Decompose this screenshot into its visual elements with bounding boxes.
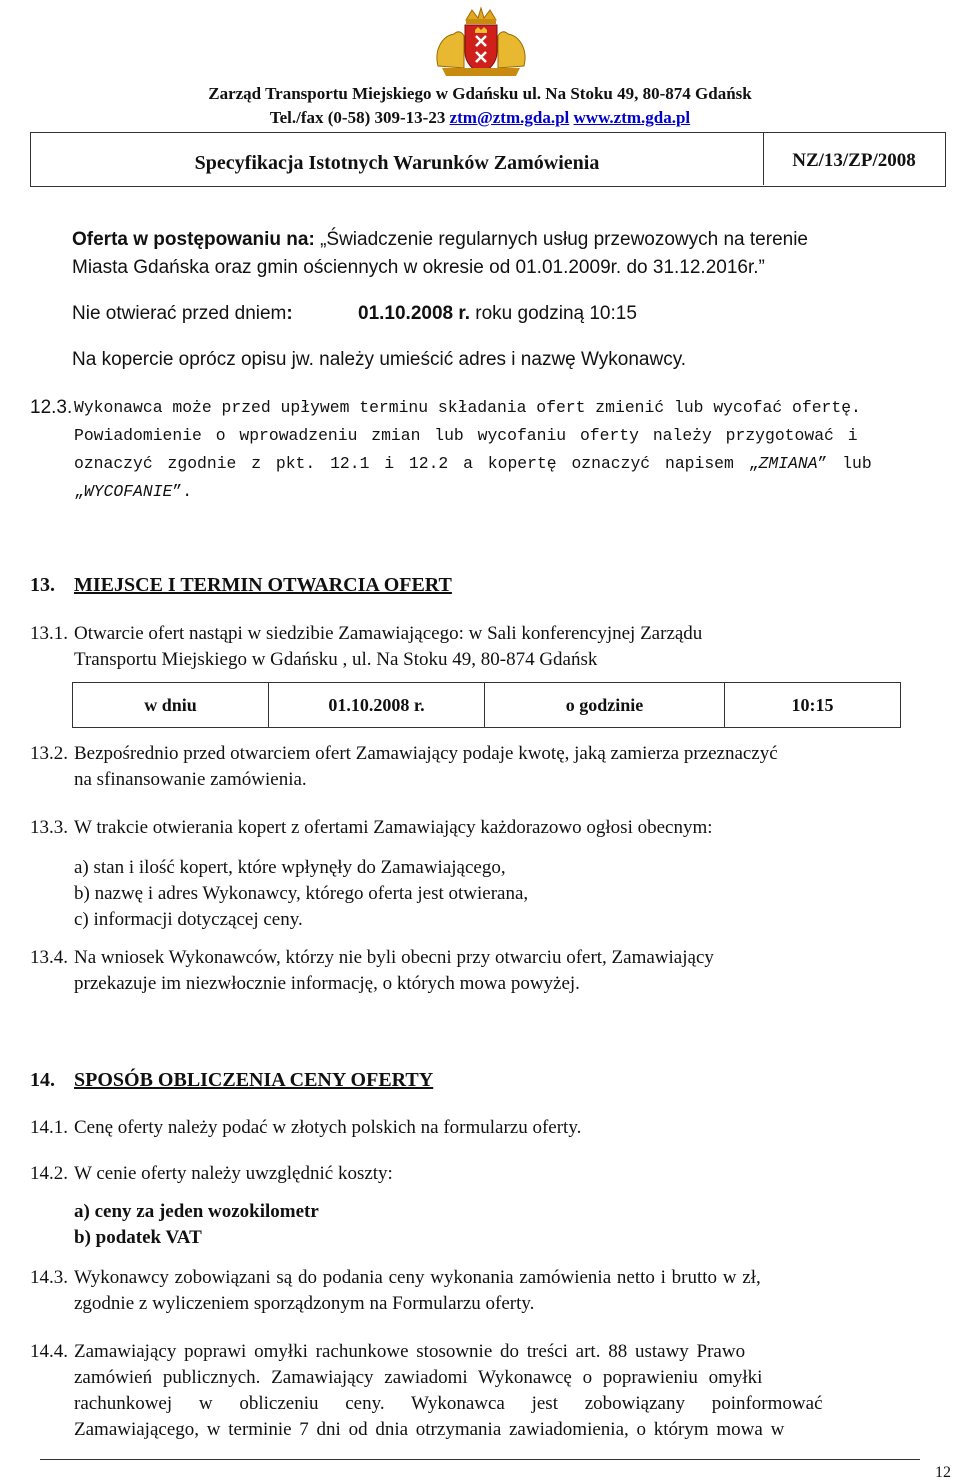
- document-title: Specyfikacja Istotnych Warunków Zamówienia: [31, 133, 764, 185]
- email-link[interactable]: ztm@ztm.gda.pl: [449, 108, 570, 127]
- document-reference: NZ/13/ZP/2008: [792, 150, 916, 171]
- section-14-1-line-1: Cenę oferty należy podać w złotych polskich na formularzu oferty.: [74, 1117, 582, 1138]
- section-13-1-line-2: Transportu Miejskiego w Gdańsku , ul. Na Stoku 49, 80-874 Gdańsk: [74, 649, 598, 670]
- section-13-3-item-c: c) informacji dotyczącej ceny.: [74, 909, 303, 930]
- header-phone: Tel./fax (0-58) 309-13-23: [269, 108, 450, 127]
- header-contact: [0, 106, 960, 130]
- offer-subject-2: Miasta Gdańska oraz gmin ościennych w okresie od 01.01.2009r. do 31.12.2016r.”: [72, 257, 765, 278]
- offer-subject-1: „Świadczenie regularnych usług przewozowych na terenie: [320, 229, 809, 250]
- open-time: roku godziną 10:15: [470, 303, 637, 324]
- section-13-2-line-2: na sfinansowanie zamówienia.: [74, 769, 307, 790]
- section-13-3-item-b: b) nazwę i adres Wykonawcy, którego oferta jest otwierana,: [74, 883, 529, 904]
- section-13-2-line-1: Bezpośrednio przed otwarciem ofert Zamawiający podaje kwotę, jaką zamierza przeznaczyć: [74, 743, 778, 764]
- table-cell-date-label: w dniu: [73, 683, 269, 728]
- section-14-3-number: 14.3.: [30, 1267, 68, 1288]
- section-13-4-line-1: Na wniosek Wykonawców, którzy nie byli obecni przy otwarciu ofert, Zamawiający: [74, 947, 714, 968]
- open-date: 01.10.2008 r.: [358, 303, 470, 324]
- envelope-instruction: Na kopercie oprócz opisu jw. należy umieścić adres i nazwę Wykonawcy.: [72, 349, 687, 370]
- do-not-open-label: Nie otwierać przed dniem: [72, 303, 287, 324]
- wycofanie-label: WYCOFANIE: [83, 482, 173, 501]
- section-13-1-line-1: Otwarcie ofert nastąpi w siedzibie Zamawiającego: w Sali konferencyjnej Zarządu: [74, 623, 703, 644]
- table-row: [73, 683, 901, 728]
- section-14-4-line-4: Zamawiającego, w terminie 7 dni od dnia otrzymania zawiadomienia, o którym mowa w: [74, 1419, 785, 1440]
- opening-date-table: [72, 682, 901, 728]
- section-14-2-item-a: a) ceny za jeden wozokilometr: [74, 1201, 319, 1222]
- zmiana-label: ZMIANA: [758, 454, 818, 473]
- table-cell-time-label: o godzinie: [485, 683, 725, 728]
- section-14-3-line-1: Wykonawcy zobowiązani są do podania ceny wykonania zamówienia netto i brutto w zł,: [74, 1267, 761, 1288]
- section-13-title: MIEJSCE I TERMIN OTWARCIA OFERT: [74, 574, 452, 596]
- offer-line-1: [72, 228, 808, 252]
- section-14-4-line-3: rachunkowej w obliczeniu ceny. Wykonawca jest zobowiązany poinformować: [74, 1393, 823, 1414]
- section-14-number: 14.: [30, 1069, 55, 1091]
- section-12-3-line-1: Wykonawca może przed upływem terminu składania ofert zmienić lub wycofać ofertę.: [74, 398, 861, 417]
- footer-rule: [40, 1459, 920, 1460]
- section-13-3-line-1: W trakcie otwierania kopert z ofertami Zamawiający każdorazowo ogłosi obecnym:: [74, 817, 713, 838]
- section-13-1-number: 13.1.: [30, 623, 68, 644]
- section-14-4-number: 14.4.: [30, 1341, 68, 1362]
- header-title-box: [30, 132, 946, 187]
- section-12-3-line-2: Powiadomienie o wprowadzeniu zmian lub wycofaniu oferty należy przygotować i: [74, 426, 858, 445]
- section-14-2-item-b: b) podatek VAT: [74, 1227, 202, 1248]
- section-14-1-number: 14.1.: [30, 1117, 68, 1138]
- table-cell-date: 01.10.2008 r.: [269, 683, 485, 728]
- coat-of-arms-logo: [428, 6, 534, 78]
- website-link[interactable]: www.ztm.gda.pl: [573, 108, 691, 127]
- section-13-3-item-a: a) stan i ilość kopert, które wpłynęły do Zamawiającego,: [74, 857, 506, 878]
- open-date-line: [358, 302, 637, 326]
- section-13-4-number: 13.4.: [30, 947, 68, 968]
- section-14-title: SPOSÓB OBLICZENIA CENY OFERTY: [74, 1069, 434, 1091]
- section-14-2-number: 14.2.: [30, 1163, 68, 1184]
- table-cell-time: 10:15: [725, 683, 901, 728]
- section-13-2-number: 13.2.: [30, 743, 68, 764]
- section-13-number: 13.: [30, 574, 55, 596]
- section-14-4-line-1: Zamawiający poprawi omyłki rachunkowe stosownie do treści art. 88 ustawy Prawo: [74, 1341, 746, 1362]
- section-14-3-line-2: zgodnie z wyliczeniem sporządzonym na Formularzu oferty.: [74, 1293, 535, 1314]
- section-13-3-number: 13.3.: [30, 817, 68, 838]
- header-address: Zarząd Transportu Miejskiego w Gdańsku ul. Na Stoku 49, 80-874 Gdańsk: [208, 84, 752, 103]
- page-number: 12: [935, 1464, 951, 1481]
- section-13-4-line-2: przekazuje im niezwłocznie informację, o których mowa powyżej.: [74, 973, 580, 994]
- offer-lead: Oferta w postępowaniu na:: [72, 229, 321, 250]
- section-14-4-line-2: zamówień publicznych. Zamawiający zawiadomi Wykonawcę o poprawieniu omyłki: [74, 1367, 763, 1388]
- section-12-3-line-3: oznaczyć zgodnie z pkt. 12.1 i 12.2 a kopertę oznaczyć napisem „ZMIANA” lub: [74, 454, 872, 473]
- do-not-open-line: Nie otwierać przed dniem:: [72, 303, 293, 324]
- section-12-3-number: 12.3.: [30, 397, 73, 418]
- section-12-3-line-4: „WYCOFANIE”.: [74, 482, 193, 501]
- section-14-2-line-1: W cenie oferty należy uwzględnić koszty:: [74, 1163, 393, 1184]
